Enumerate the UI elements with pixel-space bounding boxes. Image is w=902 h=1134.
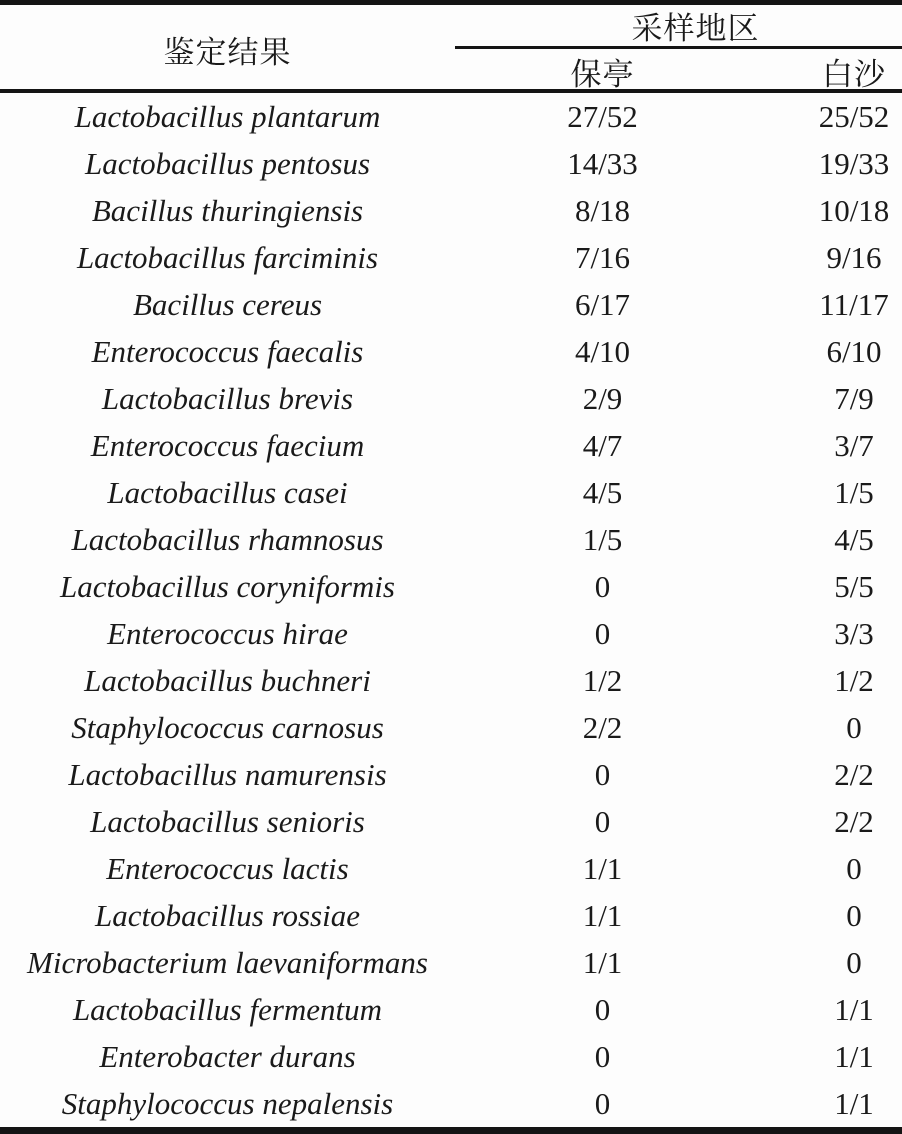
species-name-cell: Enterococcus lactis <box>106 850 349 886</box>
species-name-cell: Enterobacter durans <box>99 1038 356 1074</box>
species-name-cell: Microbacterium laevaniformans <box>27 944 428 980</box>
header-sampling-region-group: 采样地区 <box>455 5 902 49</box>
baisha-value-cell: 11/17 <box>819 286 889 322</box>
species-name-cell: Lactobacillus fermentum <box>72 991 383 1027</box>
header-subcolumns <box>455 49 902 94</box>
baisha-value-cell: 5/5 <box>834 568 874 604</box>
baoting-value-cell: 0 <box>594 1085 611 1121</box>
baisha-value-cell: 1/1 <box>834 991 874 1027</box>
table-row <box>0 563 902 610</box>
baoting-value-cell: 1/2 <box>582 662 623 698</box>
table-row <box>0 187 902 234</box>
baisha-value-cell: 1/1 <box>834 1038 874 1074</box>
baoting-value-cell: 4/7 <box>582 427 623 463</box>
baisha-value-cell: 0 <box>846 850 862 886</box>
species-name-cell: Lactobacillus senioris <box>90 803 365 839</box>
table-row <box>0 657 902 704</box>
baoting-value-cell: 6/17 <box>574 286 631 322</box>
baisha-value-cell: 6/10 <box>826 333 882 369</box>
baoting-value-cell: 0 <box>594 1038 611 1074</box>
species-name-cell: Lactobacillus rhamnosus <box>71 521 384 557</box>
baoting-value-cell: 0 <box>594 756 611 792</box>
baisha-value-cell: 25/52 <box>818 98 890 134</box>
table-row <box>0 375 902 422</box>
baisha-value-cell: 9/16 <box>826 239 882 275</box>
baisha-value-cell: 7/9 <box>834 380 874 416</box>
baoting-value-cell: 4/5 <box>582 474 623 510</box>
header-identification-result: 鉴定结果 <box>163 35 292 70</box>
baisha-value-cell: 2/2 <box>834 803 874 839</box>
baisha-value-cell: 1/1 <box>834 1085 874 1121</box>
species-name-cell: Enterococcus faecalis <box>91 333 364 369</box>
table-row <box>0 93 902 140</box>
table-body <box>0 93 902 1127</box>
species-name-cell: Enterococcus faecium <box>90 427 365 463</box>
species-name-cell: Lactobacillus buchneri <box>84 662 371 698</box>
species-name-cell: Staphylococcus nepalensis <box>61 1085 394 1121</box>
species-name-cell: Lactobacillus rossiae <box>95 897 360 933</box>
baoting-value-cell: 0 <box>594 568 611 604</box>
species-name-cell: Bacillus cereus <box>132 286 323 322</box>
table-row <box>0 892 902 939</box>
species-name-cell: Lactobacillus plantarum <box>74 98 381 134</box>
table-row <box>0 751 902 798</box>
baoting-value-cell: 1/5 <box>582 521 623 557</box>
species-name-cell: Lactobacillus namurensis <box>68 756 387 792</box>
table-row <box>0 798 902 845</box>
table-row <box>0 986 902 1033</box>
baisha-value-cell: 0 <box>846 897 862 933</box>
table-row <box>0 1033 902 1080</box>
table-row <box>0 469 902 516</box>
baoting-value-cell: 2/2 <box>582 709 623 745</box>
baisha-value-cell: 0 <box>846 944 862 980</box>
baoting-value-cell: 1/1 <box>582 850 623 886</box>
species-name-cell: Lactobacillus coryniformis <box>60 568 395 604</box>
table-row <box>0 845 902 892</box>
table-row <box>0 516 902 563</box>
table-row <box>0 704 902 751</box>
species-name-cell: Enterococcus hirae <box>107 615 348 651</box>
baoting-value-cell: 4/10 <box>574 333 631 369</box>
table-row <box>0 234 902 281</box>
table-row <box>0 939 902 986</box>
table-row <box>0 281 902 328</box>
baisha-value-cell: 1/5 <box>834 474 874 510</box>
baoting-value-cell: 0 <box>594 803 611 839</box>
baisha-value-cell: 2/2 <box>834 756 874 792</box>
baisha-value-cell: 1/2 <box>834 662 874 698</box>
baoting-value-cell: 7/16 <box>574 239 631 275</box>
species-name-cell: Bacillus thuringiensis <box>91 192 364 228</box>
table-row <box>0 1080 902 1127</box>
baoting-value-cell: 1/1 <box>582 944 623 980</box>
baoting-value-cell: 0 <box>594 615 611 651</box>
header-col-baoting: 保亭 <box>570 57 635 92</box>
table-header <box>0 5 902 93</box>
header-col-baisha: 白沙 <box>822 57 886 92</box>
baisha-value-cell: 0 <box>846 709 862 745</box>
baoting-value-cell: 8/18 <box>574 192 631 228</box>
table-row <box>0 328 902 375</box>
species-name-cell: Lactobacillus casei <box>107 474 348 510</box>
baisha-value-cell: 3/7 <box>834 427 874 463</box>
header-region-block <box>455 5 902 94</box>
baoting-value-cell: 27/52 <box>567 98 638 134</box>
baoting-value-cell: 2/9 <box>582 380 623 416</box>
baoting-value-cell: 1/1 <box>582 897 623 933</box>
baoting-value-cell: 14/33 <box>567 145 638 181</box>
baisha-value-cell: 19/33 <box>818 145 890 181</box>
baoting-value-cell: 0 <box>594 991 611 1027</box>
table-row <box>0 140 902 187</box>
species-name-cell: Lactobacillus brevis <box>101 380 354 416</box>
baisha-value-cell: 10/18 <box>818 192 890 228</box>
baisha-value-cell: 4/5 <box>834 521 874 557</box>
baisha-value-cell: 3/3 <box>834 615 874 651</box>
species-name-cell: Lactobacillus farciminis <box>76 239 379 275</box>
table-row <box>0 422 902 469</box>
species-name-cell: Lactobacillus pentosus <box>84 145 371 181</box>
species-name-cell: Staphylococcus carnosus <box>71 709 384 745</box>
table-row <box>0 610 902 657</box>
